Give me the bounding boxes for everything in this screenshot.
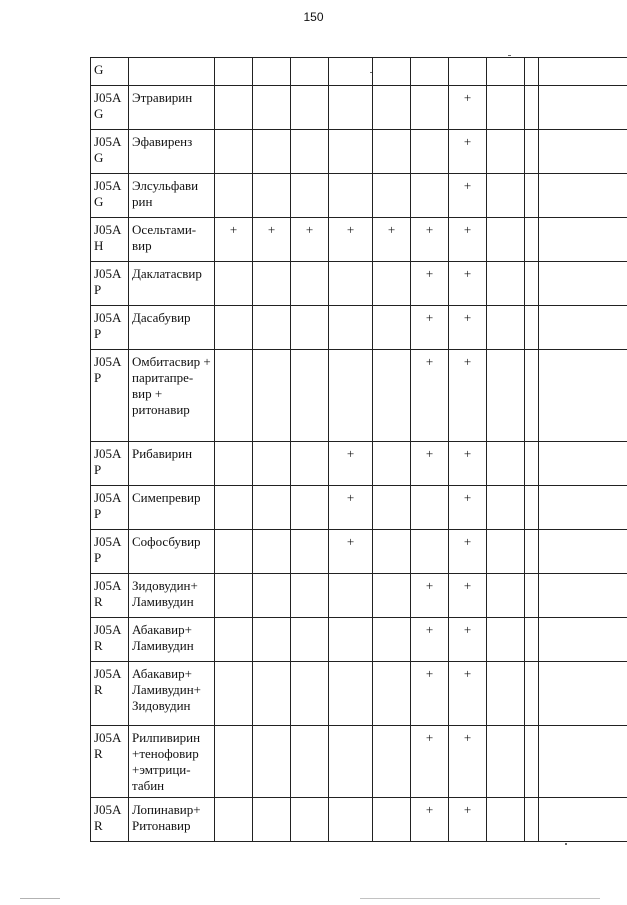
- mark-cell: [253, 798, 291, 842]
- mark-cell: [215, 530, 253, 574]
- mark-cell: [487, 574, 525, 618]
- drug-name-cell: Симепревир: [129, 486, 215, 530]
- drug-name-cell: Даклатасвир: [129, 262, 215, 306]
- scan-speck: [20, 898, 60, 899]
- mark-cell: [329, 306, 373, 350]
- mark-cell: [253, 306, 291, 350]
- mark-cell: [253, 174, 291, 218]
- table-row: [91, 618, 627, 662]
- mark-cell: [373, 350, 411, 442]
- mark-cell: [253, 530, 291, 574]
- drug-name-cell: Абакавир+ Ламивудин+ Зидовудин: [129, 662, 215, 726]
- drug-table: [90, 57, 627, 842]
- mark-cell: [215, 350, 253, 442]
- mark-cell: [539, 350, 627, 442]
- atc-code-cell: J05A G: [91, 86, 129, 130]
- mark-cell: +: [411, 798, 449, 842]
- mark-cell: [411, 174, 449, 218]
- mark-cell: +: [253, 218, 291, 262]
- mark-cell: [539, 306, 627, 350]
- mark-cell: [291, 486, 329, 530]
- mark-cell: [525, 86, 539, 130]
- mark-cell: [215, 574, 253, 618]
- mark-cell: [525, 350, 539, 442]
- atc-code-cell: J05A P: [91, 262, 129, 306]
- mark-cell: [525, 530, 539, 574]
- mark-cell: [525, 218, 539, 262]
- drug-name-cell: Зидовудин+ Ламивудин: [129, 574, 215, 618]
- table-row: [91, 574, 627, 618]
- mark-cell: [329, 58, 373, 86]
- mark-cell: [373, 486, 411, 530]
- table-row: [91, 662, 627, 726]
- mark-cell: [525, 486, 539, 530]
- atc-code-cell: J05A R: [91, 662, 129, 726]
- mark-cell: [373, 662, 411, 726]
- mark-cell: +: [449, 86, 487, 130]
- table-row: [91, 798, 627, 842]
- mark-cell: [539, 86, 627, 130]
- mark-cell: [373, 86, 411, 130]
- mark-cell: [373, 58, 411, 86]
- mark-cell: [373, 726, 411, 798]
- mark-cell: [449, 58, 487, 86]
- table-row: [91, 306, 627, 350]
- mark-cell: [253, 262, 291, 306]
- mark-cell: +: [329, 218, 373, 262]
- mark-cell: +: [411, 442, 449, 486]
- table-row: [91, 442, 627, 486]
- mark-cell: [539, 618, 627, 662]
- table-row: [91, 262, 627, 306]
- mark-cell: [487, 618, 525, 662]
- mark-cell: [539, 262, 627, 306]
- table-row: [91, 58, 627, 86]
- mark-cell: +: [329, 486, 373, 530]
- mark-cell: [373, 574, 411, 618]
- mark-cell: [539, 662, 627, 726]
- table-row: [91, 486, 627, 530]
- atc-code-cell: J05A G: [91, 174, 129, 218]
- mark-cell: +: [449, 574, 487, 618]
- table-row: [91, 726, 627, 798]
- mark-cell: +: [411, 726, 449, 798]
- mark-cell: [253, 86, 291, 130]
- mark-cell: [487, 130, 525, 174]
- mark-cell: [373, 530, 411, 574]
- drug-name-cell: Этравирин: [129, 86, 215, 130]
- mark-cell: [373, 798, 411, 842]
- mark-cell: [411, 58, 449, 86]
- mark-cell: [539, 442, 627, 486]
- page-number: 150: [303, 10, 324, 24]
- mark-cell: [329, 350, 373, 442]
- mark-cell: [291, 262, 329, 306]
- atc-code-cell: J05A H: [91, 218, 129, 262]
- mark-cell: +: [411, 262, 449, 306]
- drug-name-cell: Рилпивирин +тенофовир +эмтрици-табин: [129, 726, 215, 798]
- mark-cell: [291, 618, 329, 662]
- drug-name-cell: Лопинавир+ Ритонавир: [129, 798, 215, 842]
- atc-code-cell: J05A P: [91, 442, 129, 486]
- mark-cell: +: [449, 726, 487, 798]
- mark-cell: [215, 798, 253, 842]
- mark-cell: [487, 726, 525, 798]
- mark-cell: [215, 174, 253, 218]
- drug-name-cell: Омбитасвир + паритапре-вир + ритонавир: [129, 350, 215, 442]
- mark-cell: [253, 442, 291, 486]
- mark-cell: [373, 262, 411, 306]
- mark-cell: [539, 58, 627, 86]
- mark-cell: [539, 530, 627, 574]
- mark-cell: [487, 218, 525, 262]
- mark-cell: +: [411, 662, 449, 726]
- mark-cell: [525, 130, 539, 174]
- mark-cell: [373, 306, 411, 350]
- mark-cell: [291, 86, 329, 130]
- table-row: [91, 130, 627, 174]
- drug-name-cell: Рибавирин: [129, 442, 215, 486]
- mark-cell: [253, 130, 291, 174]
- mark-cell: [411, 530, 449, 574]
- mark-cell: [253, 726, 291, 798]
- mark-cell: +: [449, 174, 487, 218]
- drug-name-cell: Осельтами-вир: [129, 218, 215, 262]
- atc-code-cell: J05A P: [91, 486, 129, 530]
- mark-cell: [487, 662, 525, 726]
- mark-cell: [487, 58, 525, 86]
- atc-code-cell: J05A R: [91, 574, 129, 618]
- atc-code-cell: J05A R: [91, 618, 129, 662]
- mark-cell: [291, 350, 329, 442]
- table-row: [91, 86, 627, 130]
- mark-cell: [253, 574, 291, 618]
- mark-cell: +: [449, 130, 487, 174]
- mark-cell: +: [411, 574, 449, 618]
- mark-cell: [373, 130, 411, 174]
- mark-cell: +: [449, 618, 487, 662]
- mark-cell: [539, 130, 627, 174]
- mark-cell: [525, 58, 539, 86]
- mark-cell: [487, 798, 525, 842]
- mark-cell: [329, 726, 373, 798]
- mark-cell: [329, 574, 373, 618]
- mark-cell: [539, 798, 627, 842]
- mark-cell: [291, 726, 329, 798]
- mark-cell: +: [411, 350, 449, 442]
- mark-cell: +: [449, 442, 487, 486]
- mark-cell: +: [411, 218, 449, 262]
- mark-cell: +: [449, 486, 487, 530]
- mark-cell: [291, 442, 329, 486]
- mark-cell: +: [329, 530, 373, 574]
- mark-cell: +: [449, 798, 487, 842]
- atc-code-cell: J05A P: [91, 530, 129, 574]
- mark-cell: [487, 442, 525, 486]
- mark-cell: [373, 174, 411, 218]
- mark-cell: [215, 86, 253, 130]
- mark-cell: [291, 662, 329, 726]
- mark-cell: [487, 306, 525, 350]
- mark-cell: [487, 486, 525, 530]
- mark-cell: [487, 262, 525, 306]
- mark-cell: [253, 350, 291, 442]
- mark-cell: [539, 574, 627, 618]
- mark-cell: [539, 726, 627, 798]
- mark-cell: [525, 574, 539, 618]
- mark-cell: +: [373, 218, 411, 262]
- mark-cell: [329, 86, 373, 130]
- mark-cell: [539, 486, 627, 530]
- drug-name-cell: Софосбувир: [129, 530, 215, 574]
- mark-cell: [291, 174, 329, 218]
- table-row: [91, 218, 627, 262]
- mark-cell: +: [411, 306, 449, 350]
- mark-cell: [215, 130, 253, 174]
- mark-cell: [539, 218, 627, 262]
- mark-cell: +: [449, 306, 487, 350]
- table-row: [91, 350, 627, 442]
- mark-cell: [525, 618, 539, 662]
- mark-cell: [215, 58, 253, 86]
- mark-cell: [253, 618, 291, 662]
- mark-cell: [215, 306, 253, 350]
- mark-cell: +: [215, 218, 253, 262]
- mark-cell: +: [449, 262, 487, 306]
- mark-cell: [329, 798, 373, 842]
- mark-cell: +: [291, 218, 329, 262]
- mark-cell: +: [449, 350, 487, 442]
- mark-cell: [487, 86, 525, 130]
- mark-cell: +: [449, 218, 487, 262]
- mark-cell: [487, 174, 525, 218]
- mark-cell: [215, 726, 253, 798]
- mark-cell: +: [449, 530, 487, 574]
- mark-cell: [215, 442, 253, 486]
- atc-code-cell: J05A P: [91, 350, 129, 442]
- mark-cell: [373, 442, 411, 486]
- mark-cell: [329, 130, 373, 174]
- mark-cell: [525, 174, 539, 218]
- mark-cell: [215, 662, 253, 726]
- table-row: [91, 174, 627, 218]
- drug-name-cell: [129, 58, 215, 86]
- mark-cell: [253, 486, 291, 530]
- mark-cell: [291, 58, 329, 86]
- table-row: [91, 530, 627, 574]
- mark-cell: [411, 86, 449, 130]
- mark-cell: [291, 130, 329, 174]
- mark-cell: +: [329, 442, 373, 486]
- atc-code-cell: J05A R: [91, 798, 129, 842]
- mark-cell: +: [411, 618, 449, 662]
- drug-name-cell: Эфавиренз: [129, 130, 215, 174]
- drug-name-cell: Абакавир+ Ламивудин: [129, 618, 215, 662]
- mark-cell: [525, 726, 539, 798]
- mark-cell: [525, 442, 539, 486]
- mark-cell: [539, 174, 627, 218]
- mark-cell: [215, 486, 253, 530]
- drug-name-cell: Элсульфави рин: [129, 174, 215, 218]
- mark-cell: [291, 574, 329, 618]
- mark-cell: [411, 486, 449, 530]
- mark-cell: [215, 618, 253, 662]
- mark-cell: [329, 262, 373, 306]
- mark-cell: [253, 662, 291, 726]
- scan-speck: [360, 898, 600, 899]
- mark-cell: [525, 262, 539, 306]
- mark-cell: [373, 618, 411, 662]
- drug-name-cell: Дасабувир: [129, 306, 215, 350]
- mark-cell: [215, 262, 253, 306]
- scan-speck: [565, 843, 567, 845]
- mark-cell: [329, 662, 373, 726]
- mark-cell: [487, 530, 525, 574]
- scan-speck: [370, 72, 372, 73]
- atc-code-cell: J05A R: [91, 726, 129, 798]
- scan-speck: [508, 55, 511, 56]
- mark-cell: [253, 58, 291, 86]
- mark-cell: [525, 662, 539, 726]
- table-body: [91, 58, 627, 842]
- mark-cell: +: [449, 662, 487, 726]
- mark-cell: [525, 798, 539, 842]
- mark-cell: [525, 306, 539, 350]
- atc-code-cell: J05A P: [91, 306, 129, 350]
- mark-cell: [411, 130, 449, 174]
- mark-cell: [329, 618, 373, 662]
- atc-code-cell: J05A G: [91, 130, 129, 174]
- atc-code-cell: G: [91, 58, 129, 86]
- mark-cell: [329, 174, 373, 218]
- mark-cell: [487, 350, 525, 442]
- mark-cell: [291, 530, 329, 574]
- mark-cell: [291, 798, 329, 842]
- mark-cell: [291, 306, 329, 350]
